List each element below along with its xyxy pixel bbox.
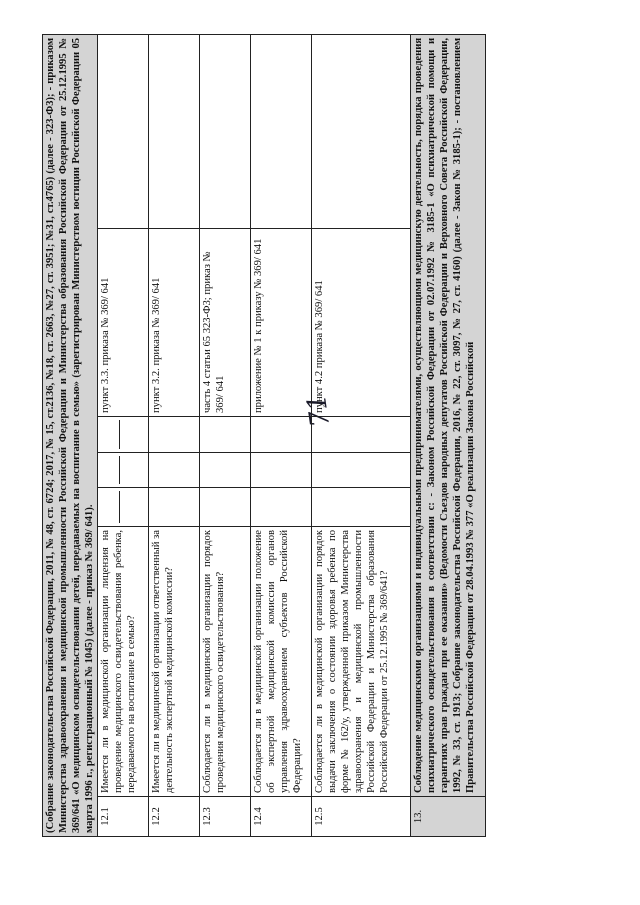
- section-13-row: [411, 34, 486, 836]
- checklist-table: [42, 34, 486, 837]
- answer-na-cell: [251, 417, 312, 453]
- question-text: Соблюдается ли в медицинской организации порядок выдачи заключения о состоянии здоровья ребенка по форме № 162/у, утвержденной приказом Министерства здравоохранения и медицинской промышленности Российской Федерации и Министерства образования Российской Федерации от 25.12.1995 № 369/641?: [312, 527, 411, 797]
- table-row: [200, 34, 251, 836]
- row-number: 12.4: [251, 797, 312, 837]
- answer-na-cell: [200, 417, 251, 453]
- legal-basis-header: (Собрание законодательства Российской Федерации, 2011, № 48, ст. 6724; 2017, № 15, ст.2136, №18, ст. 2663, №27, ст. 3951; №31, ст.4765) (далее - 323-Ф3); - приказом Министерства здравоохранения и медицинской промышленности Российской Федерации и Министерства образования Российской Федерации от 25.12.1995 № 369/641 «О медицинском освидетельствовании детей, передаваемых на воспитание в семью» (зарегистрирован Министерством юстиции Российской Федерации 05 марта 1996 г., регистрационный № 1045) (далее - приказ № 369/ 641).: [43, 34, 98, 836]
- row-number: 12.1: [98, 797, 149, 837]
- question-text: Имеется ли в медицинской организации лицензия на проведение медицинского освидетельствования ребенка, передаваемого на воспитание в семью?: [98, 527, 149, 797]
- table-row: [149, 34, 200, 836]
- row-number: 12.3: [200, 797, 251, 837]
- answer-yes-cell: [251, 488, 312, 527]
- answer-yes-cell: [312, 488, 411, 527]
- table-row: [251, 34, 312, 836]
- section-number: 13.: [411, 797, 486, 837]
- question-text: Имеется ли в медицинской организации ответственный за деятельность экспертной медицинской комиссии?: [149, 527, 200, 797]
- answer-na-cell: [312, 417, 411, 453]
- answer-no-cell: [98, 453, 149, 488]
- row-number: 12.5: [312, 797, 411, 837]
- row-number: 12.2: [149, 797, 200, 837]
- answer-yes-cell: [200, 488, 251, 527]
- answer-yes-cell: [98, 488, 149, 527]
- notes-cell: [251, 34, 312, 228]
- notes-cell: [200, 34, 251, 228]
- answer-yes-cell: [149, 488, 200, 527]
- answer-no-cell: [312, 453, 411, 488]
- header-row: [43, 34, 98, 836]
- legal-reference: пункт 4.2 приказа № 369/ 641: [312, 229, 411, 417]
- notes-cell: [98, 34, 149, 228]
- table-row: [312, 34, 411, 836]
- legal-reference: часть 4 статьи 65 323-Ф3; приказ № 369/ 641: [200, 229, 251, 417]
- question-text: Соблюдается ли в медицинской организации положение об экспертной медицинской комиссии органов управления здравоохранением субъектов Российской Федерации?: [251, 527, 312, 797]
- notes-cell: [312, 34, 411, 228]
- answer-no-cell: [251, 453, 312, 488]
- legal-reference: пункт 3.2. приказа № 369/ 641: [149, 229, 200, 417]
- answer-na-cell: [98, 417, 149, 453]
- answer-na-cell: [149, 417, 200, 453]
- question-text: Соблюдается ли в медицинской организации порядок проведения медицинского освидетельствования?: [200, 527, 251, 797]
- legal-reference: пункт 3.3. приказа № 369/ 641: [98, 229, 149, 417]
- answer-no-cell: [200, 453, 251, 488]
- page-number: 71: [301, 391, 337, 429]
- legal-reference: приложение № 1 к приказу № 369/ 641: [251, 229, 312, 417]
- table-row: [98, 34, 149, 836]
- answer-no-cell: [149, 453, 200, 488]
- section-13-text: Соблюдение медицинскими организациями и индивидуальными предпринимателями, осуществляющими медицинскую деятельность, порядка проведения психиатрического освидетельствования в соответствии с: - Законом Российской Федерации от 02.07.1992 № 3185-1 «О психиатрической помощи и гарантиях прав граждан при ее оказании» (Ведомости Съездов народных депутатов Российской Федерации и Верховного Совета Российской Федерации, 1992, № 33, ст. 1913; Собрание законодательства Российской Федерации, 2016, № 22, ст. 3097, № 27, ст. 4160) (далее - Закон № 3185-1); - постановлением Правительства Российской Федерации от 28.04.1993 № 377 «О реализации Закона Российской: [411, 34, 486, 796]
- notes-cell: [149, 34, 200, 228]
